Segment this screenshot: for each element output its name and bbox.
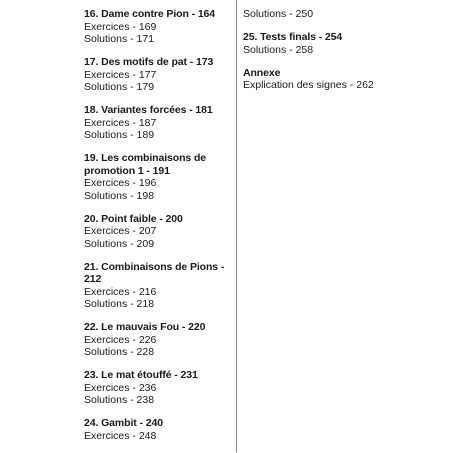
toc-entry-16 (84, 8, 230, 46)
annex-title: Annexe (243, 66, 281, 79)
column-divider (236, 0, 237, 452)
chapter-title-continued: promotion 1 - 191 (84, 164, 170, 177)
exercises-line: Exercices - 169 (84, 20, 157, 33)
exercises-line: Exercices - 207 (84, 225, 157, 237)
solutions-line: Solutions - 238 (84, 394, 155, 406)
chapter-title: 16. Dame contre Pion - 164 (84, 8, 216, 20)
exercises-line: Exercices - 236 (84, 381, 157, 394)
toc-entry-24 (84, 417, 230, 442)
chapter-title: 19. Les combinaisons de (84, 152, 206, 164)
toc-entry-annexe (243, 67, 448, 92)
solutions-line: Solutions - 258 (243, 43, 314, 56)
toc-right-column (243, 8, 448, 102)
toc-entry-21 (84, 261, 230, 311)
solutions-line: Solutions - 250 (243, 8, 314, 20)
chapter-title: 17. Des motifs de pat - 173 (84, 56, 214, 68)
exercises-line: Exercices - 177 (84, 68, 157, 81)
chapter-title: 18. Variantes forcées - 181 (84, 104, 213, 116)
chapter-title: 24. Gambit - 240 (84, 417, 163, 429)
toc-entry-17 (84, 56, 230, 94)
chapter-title: 21. Combinaisons de Pions - (84, 260, 225, 273)
solutions-line: Solutions - 198 (84, 189, 155, 202)
toc-entry-25 (243, 31, 448, 56)
solutions-line: Solutions - 228 (84, 346, 155, 358)
toc-entry-22 (84, 321, 230, 359)
exercises-line: Exercices - 226 (84, 333, 157, 346)
toc-continuation (243, 8, 448, 21)
chapter-title: 20. Point faible - 200 (84, 212, 183, 225)
solutions-line: Solutions - 218 (84, 298, 155, 310)
toc-entry-23 (84, 369, 230, 407)
solutions-line: Solutions - 171 (84, 33, 155, 45)
chapter-title: 22. Le mauvais Fou - 220 (84, 321, 206, 333)
chapter-title-continued: 212 (84, 273, 102, 285)
toc-entry-18 (84, 104, 230, 142)
exercises-line: Exercices - 216 (84, 285, 157, 298)
solutions-line: Solutions - 209 (84, 237, 155, 250)
chapter-title: 23. Le mat étouffé - 231 (84, 369, 198, 381)
toc-entry-19 (84, 152, 230, 202)
solutions-line: Solutions - 189 (84, 129, 155, 141)
toc-entry-20 (84, 213, 230, 251)
toc-left-column (84, 8, 230, 453)
solutions-line: Solutions - 179 (84, 81, 155, 93)
annex-line: Explication des signes - 262 (243, 79, 374, 91)
exercises-line: Exercices - 196 (84, 177, 157, 189)
exercises-line: Exercices - 187 (84, 116, 157, 129)
exercises-line: Exercices - 248 (84, 429, 157, 442)
chapter-title: 25. Tests finals - 254 (243, 31, 343, 43)
